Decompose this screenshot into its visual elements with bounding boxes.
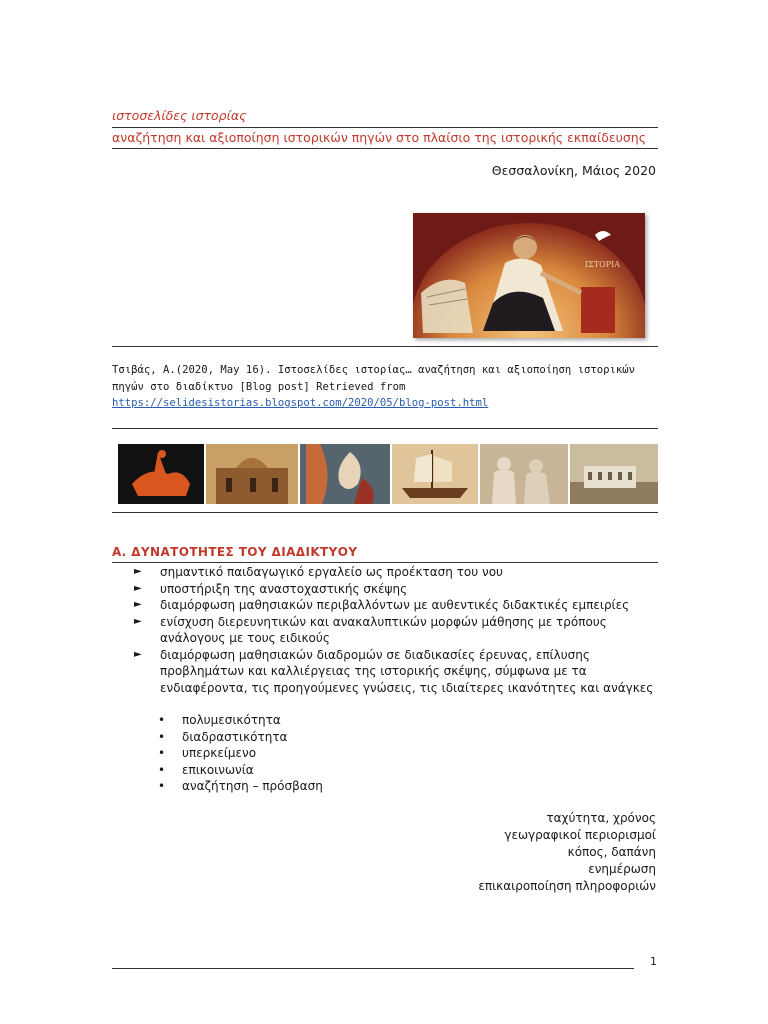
bullet-icon: • bbox=[158, 746, 166, 760]
subtitle-rule bbox=[112, 148, 658, 149]
list-item: • επικοινωνία bbox=[158, 762, 254, 777]
list-item: ► υποστήριξη της αναστοχαστικής σκέψης bbox=[134, 581, 408, 596]
list-item: ► ενίσχυση διερευνητικών και ανακαλυπτικών μορφών μάθησης με τρόπους ανάλογους με τους ειδικούς bbox=[134, 614, 607, 645]
arrow-bullet-icon: ► bbox=[134, 599, 142, 610]
list-item: • υπερκείμενο bbox=[158, 746, 257, 760]
citation-top-rule bbox=[112, 346, 658, 347]
list-item: κόπος, δαπάνη bbox=[567, 845, 656, 859]
document-title: ιστοσελίδες ιστορίας bbox=[112, 108, 247, 123]
place-date: Θεσσαλονίκη, Μάιος 2020 bbox=[491, 163, 656, 178]
citation-link[interactable]: https://selidesistorias.blogspot.com/2020/05/blog-post.html bbox=[112, 397, 489, 409]
bullet-icon: • bbox=[158, 713, 166, 727]
strip-top-rule bbox=[112, 428, 658, 429]
list-item: ► διαμόρφωση μαθησιακών διαδρομών σε διαδικασίες έρευνας, επίλυσης προβλημάτων και καλλιέργειας της ιστορικής σκέψης, σύμφωνα με τα ενδιαφέροντα, τις προηγούμενες γνώσεις, τις ιδιαίτερες ικανότητες και ανάγκες bbox=[134, 647, 654, 695]
capabilities-list bbox=[134, 564, 654, 696]
page-number: 1 bbox=[650, 955, 657, 968]
features-list bbox=[158, 712, 323, 795]
arrow-bullet-icon: ► bbox=[134, 615, 142, 627]
document-subtitle: αναζήτηση και αξιοποίηση ιστορικών πηγών στο πλαίσιο της ιστορικής εκπαίδευσης bbox=[112, 130, 647, 145]
strip-bottom-rule bbox=[112, 512, 658, 513]
list-item: επικαιροποίηση πληροφοριών bbox=[478, 879, 656, 893]
citation-text: Τσιβάς, Α.(2020, May 16). Ιστοσελίδες ιστορίας… αναζήτηση και αξιοποίηση ιστορικών πηγών στο διαδίκτυο [Blog post] Retrieved from bbox=[112, 364, 635, 393]
citation bbox=[112, 362, 652, 412]
vase-icon bbox=[118, 444, 204, 504]
list-item: γεωγραφικοί περιορισμοί bbox=[504, 828, 656, 842]
section-heading-rule bbox=[112, 562, 658, 563]
title-rule bbox=[112, 127, 658, 128]
city-icon bbox=[570, 444, 658, 504]
bullet-icon: • bbox=[158, 729, 166, 744]
footer-rule bbox=[112, 968, 634, 969]
section-heading: Α. ΔΥΝΑΤΟΤΗΤΕΣ ΤΟΥ ΔΙΑΔΙΚΤΥΟΥ bbox=[112, 545, 358, 559]
hero-caption: ΙΣΤΟΡΙΑ bbox=[585, 260, 621, 269]
arrow-bullet-icon: ► bbox=[134, 582, 142, 594]
advantages-list bbox=[478, 810, 656, 895]
cathedral-icon bbox=[206, 444, 298, 504]
arrow-bullet-icon: ► bbox=[134, 566, 142, 577]
list-item: ► σημαντικό παιδαγωγικό εργαλείο ως προέκταση του νου bbox=[134, 565, 504, 579]
sculpture-icon bbox=[480, 444, 568, 504]
muse-painting-icon bbox=[413, 213, 645, 338]
list-item: • διαδραστικότητα bbox=[158, 729, 288, 744]
list-item: ► διαμόρφωση μαθησιακών περιβαλλόντων με αυθεντικές διδακτικές εμπειρίες bbox=[134, 598, 630, 612]
bullet-icon: • bbox=[158, 762, 166, 777]
history-image-strip bbox=[118, 444, 658, 504]
fresco-icon bbox=[300, 444, 390, 504]
list-item: ενημέρωση bbox=[588, 862, 656, 876]
ship-icon bbox=[392, 444, 478, 504]
list-item: • αναζήτηση – πρόσβαση bbox=[158, 779, 323, 793]
arrow-bullet-icon: ► bbox=[134, 648, 142, 660]
list-item: • πολυμεσικότητα bbox=[158, 713, 281, 727]
bullet-icon: • bbox=[158, 779, 166, 793]
history-painting bbox=[413, 213, 645, 338]
list-item: ταχύτητα, χρόνος bbox=[546, 811, 656, 825]
